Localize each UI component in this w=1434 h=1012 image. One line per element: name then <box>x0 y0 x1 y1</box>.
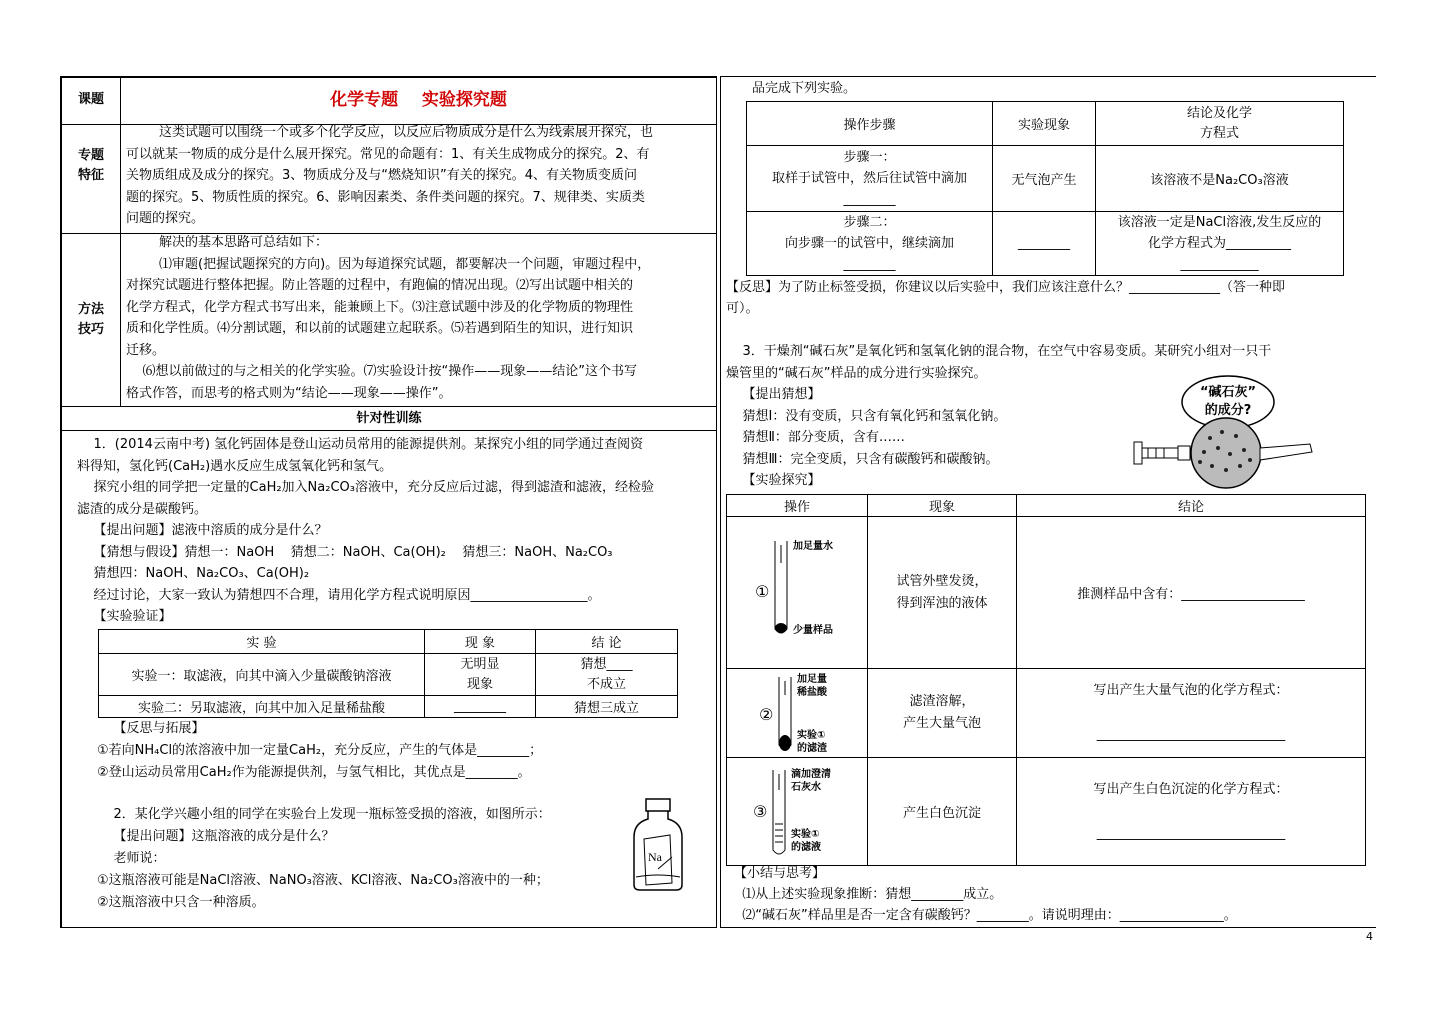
t3-num: ① <box>755 582 770 601</box>
t3-label: 加足量 稀盐酸 <box>797 674 827 698</box>
text-line: ⑵“碱石灰”样品里是否一定含有碳酸钙？________。请说明理由：________________。 <box>734 908 1237 923</box>
q1-cell: 无明显 现象 <box>425 654 536 696</box>
text-line: 化学方程式，化学方程式书写出来，能兼顾上下。⑶注意试题中涉及的化学物质的物理性 <box>126 299 634 315</box>
text-line: 【实验探究】 <box>726 473 821 488</box>
t3-label: 实验① 的滤渣 <box>797 730 827 754</box>
text-line: 对探究试题进行整体把握。防止答题的过程中，有跑偏的情况出现。⑵写出试题中相关的 <box>126 278 634 293</box>
q1-cell: 猜想____ 不成立 <box>536 654 678 696</box>
t3-label: 加足量水 <box>793 541 833 552</box>
text-line: 3．干燥剂“碱石灰”是氧化钙和氢氧化钠的混合物，在空气中容易变质。某研究小组对一只干 <box>726 344 1272 359</box>
bottle-label: Na <box>648 850 662 864</box>
text-line: 燥管里的“碱石灰”样品的成分进行实验探究。 <box>726 365 987 381</box>
q1-cell: ________ <box>425 696 536 718</box>
text-line: ②登山运动员常用CaH₂作为能源提供剂，与氢气相比，其优点是________。 <box>97 765 531 780</box>
t2-cell: 步骤二： 向步骤一的试管中，继续滴加 ________ <box>747 212 993 276</box>
t2-cell: 无气泡产生 <box>993 146 1096 212</box>
table-2 <box>746 101 1344 276</box>
text-line: 可）。 <box>726 301 759 316</box>
t3-num: ③ <box>753 802 768 821</box>
text-line: 【反思与拓展】 <box>97 721 205 736</box>
t2-header-step: 操作步骤 <box>747 102 993 146</box>
t3-op-3 <box>727 758 868 866</box>
text-line: 猜想Ⅱ：部分变质，含有…… <box>726 430 905 445</box>
text-line: 解决的基本思路可总结如下： <box>126 235 329 250</box>
t3-op-1 <box>727 517 868 669</box>
text-line: 【反思】为了防止标签受损，你建议以后实验中，我们应该注意什么？______________（答一种即 <box>726 280 1286 295</box>
text-line: 料得知，氢化钙(CaH₂)遇水反应生成氢氧化钙和氢气。 <box>77 458 393 474</box>
text-line: 猜想Ⅲ：完全变质，只含有碳酸钙和碳酸钠。 <box>726 451 999 467</box>
text-line: ⑴从上述实验现象推断：猜想________成立。 <box>734 887 1003 902</box>
q1-cell: 实验二：另取滤液，向其中加入足量稀盐酸 <box>99 696 425 718</box>
text-line: 【提出问题】滤液中溶质的成分是什么？ <box>77 523 328 538</box>
text-line: 【提出猜想】 <box>726 387 821 402</box>
t2-header-conclusion: 结论及化学 方程式 <box>1096 102 1344 146</box>
t3-num: ② <box>759 705 774 724</box>
t3-header-conclusion: 结论 <box>1017 495 1366 517</box>
training-title: 针对性训练 <box>356 411 422 426</box>
text-line: 迁移。 <box>126 342 166 358</box>
q1-cell: 猜想三成立 <box>536 696 678 718</box>
bottle-icon <box>630 797 686 893</box>
right-intro: 品完成下列实验。 <box>752 81 857 96</box>
t3-header-phenomenon: 现象 <box>868 495 1017 517</box>
t2-cell: 该溶液不是Na₂CO₃溶液 <box>1096 146 1344 212</box>
text-line: 可以就某一物质的成分是什么展开探究。常见的命题有：1、有关生成物成分的探究。2、有 <box>126 146 650 162</box>
table-3 <box>726 494 1366 866</box>
method-label: 方法 技巧 <box>77 302 104 337</box>
t3-label: 实验① 的滤液 <box>791 829 821 853</box>
t3-concl-3: 写出产生白色沉淀的化学方程式： _____________________________ <box>1017 758 1366 866</box>
text-line: 老师说： <box>97 851 166 866</box>
t3-obs-1: 试管外壁发烫， 得到浑浊的液体 <box>868 517 1017 669</box>
t3-concl-2: 写出产生大量气泡的化学方程式： _____________________________ <box>1017 669 1366 758</box>
text-line: 1．(2014云南中考) 氢化钙固体是登山运动员常用的能源提供剂。某探究小组的同学通过查阅资 <box>77 437 644 452</box>
text-line: 这类试题可以围绕一个或多个化学反应，以反应后物质成分是什么为线索展开探究，也 <box>126 125 654 140</box>
text-line: 经过讨论，大家一致认为猜想四不合理，请用化学方程式说明原因__________________。 <box>77 587 601 603</box>
t3-obs-2: 滤渣溶解， 产生大量气泡 <box>868 669 1017 758</box>
text-line: 【猜想与假设】猜想一：NaOH 猜想二：NaOH、Ca(OH)₂ 猜想三：NaOH、Na₂CO₃ <box>77 544 613 560</box>
t2-header-observation: 实验现象 <box>993 102 1096 146</box>
t3-op-2 <box>727 669 868 758</box>
text-line: 猜想四：NaOH、Na₂CO₃、Ca(OH)₂ <box>77 566 310 581</box>
text-line: ①若向NH₄Cl的浓溶液中加一定量CaH₂，充分反应，产生的气体是________； <box>97 743 543 758</box>
t3-label: 少量样品 <box>793 625 833 636</box>
q1-header-phenomenon: 现 象 <box>425 630 536 654</box>
text-line: 质和化学性质。⑷分割试题，和以前的试题建立起联系。⑸若遇到陌生的知识，进行知识 <box>126 321 634 336</box>
t2-cell: 该溶液一定是NaCl溶液,发生反应的 化学方程式为__________ ____________ <box>1096 212 1344 276</box>
topic-label: 课题 <box>77 92 104 107</box>
text-line: 探究小组的同学把一定量的CaH₂加入Na₂CO₃溶液中，充分反应后过滤，得到滤渣和滤液，经检验 <box>77 480 654 495</box>
t2-cell: 步骤一： 取样于试管中，然后往试管中滴加 ________ <box>747 146 993 212</box>
text-line: 滤渣的成分是碳酸钙。 <box>77 501 208 517</box>
text-line: 【提出问题】这瓶溶液的成分是什么？ <box>97 829 335 844</box>
test-tube-icon <box>775 675 795 755</box>
t3-concl-1: 推测样品中含有：___________________ <box>1017 517 1366 669</box>
q1-header-conclusion: 结 论 <box>536 630 678 654</box>
page-title: 化学专题 实验探究题 <box>330 90 507 110</box>
t2-cell: ________ <box>993 212 1096 276</box>
bubble-line-1: “碱石灰” <box>1199 385 1257 400</box>
q1-cell: 实验一：取滤液，向其中滴入少量碳酸钠溶液 <box>99 654 425 696</box>
text-line: ①这瓶溶液可能是NaCl溶液、NaNO₃溶液、KCl溶液、Na₂CO₃溶液中的一种； <box>97 873 549 888</box>
text-line: 格式作答，而思考的格式则为“结论——现象——操作”。 <box>126 385 452 401</box>
text-line: ⑹想以前做过的与之相关的化学实验。⑺实验设计按“操作——现象——结论”这个书写 <box>126 364 637 379</box>
text-line: 问题的探究。 <box>126 211 205 226</box>
t3-header-operation: 操作 <box>727 495 868 517</box>
page-number: 4 <box>1366 930 1373 943</box>
drying-tube-icon <box>1130 372 1370 502</box>
t3-label: 滴加澄清 石灰水 <box>791 769 831 793</box>
q1-table <box>98 629 678 718</box>
text-line: 关物质组成及成分的探究。3、物质成分及与“燃烧知识”有关的探究。4、有关物质变质问 <box>126 168 638 183</box>
bubble-line-2: 的成分? <box>1204 403 1252 418</box>
q1-header-experiment: 实 验 <box>99 630 425 654</box>
text-line: ⑴审题(把握试题探究的方向)。因为每道探究试题，都要解决一个问题，审题过程中， <box>126 256 651 272</box>
text-line: 猜想Ⅰ：没有变质，只含有氧化钙和氢氧化钠。 <box>726 408 1007 424</box>
text-line: 2．某化学兴趣小组的同学在实验台上发现一瓶标签受损的溶液，如图所示： <box>97 807 551 822</box>
text-line: 【小结与思考】 <box>734 866 826 881</box>
text-line: ②这瓶溶液中只含一种溶质。 <box>97 895 265 910</box>
text-line: 题的探究。5、物质性质的探究。6、影响因素类、条件类问题的探究。7、规律类、实质类 <box>126 189 645 205</box>
feature-label: 专题 特征 <box>77 148 104 183</box>
text-line: 【实验验证】 <box>77 609 172 624</box>
t3-obs-3: 产生白色沉淀 <box>868 758 1017 866</box>
test-tube-icon <box>771 539 791 639</box>
test-tube-icon <box>769 768 789 860</box>
